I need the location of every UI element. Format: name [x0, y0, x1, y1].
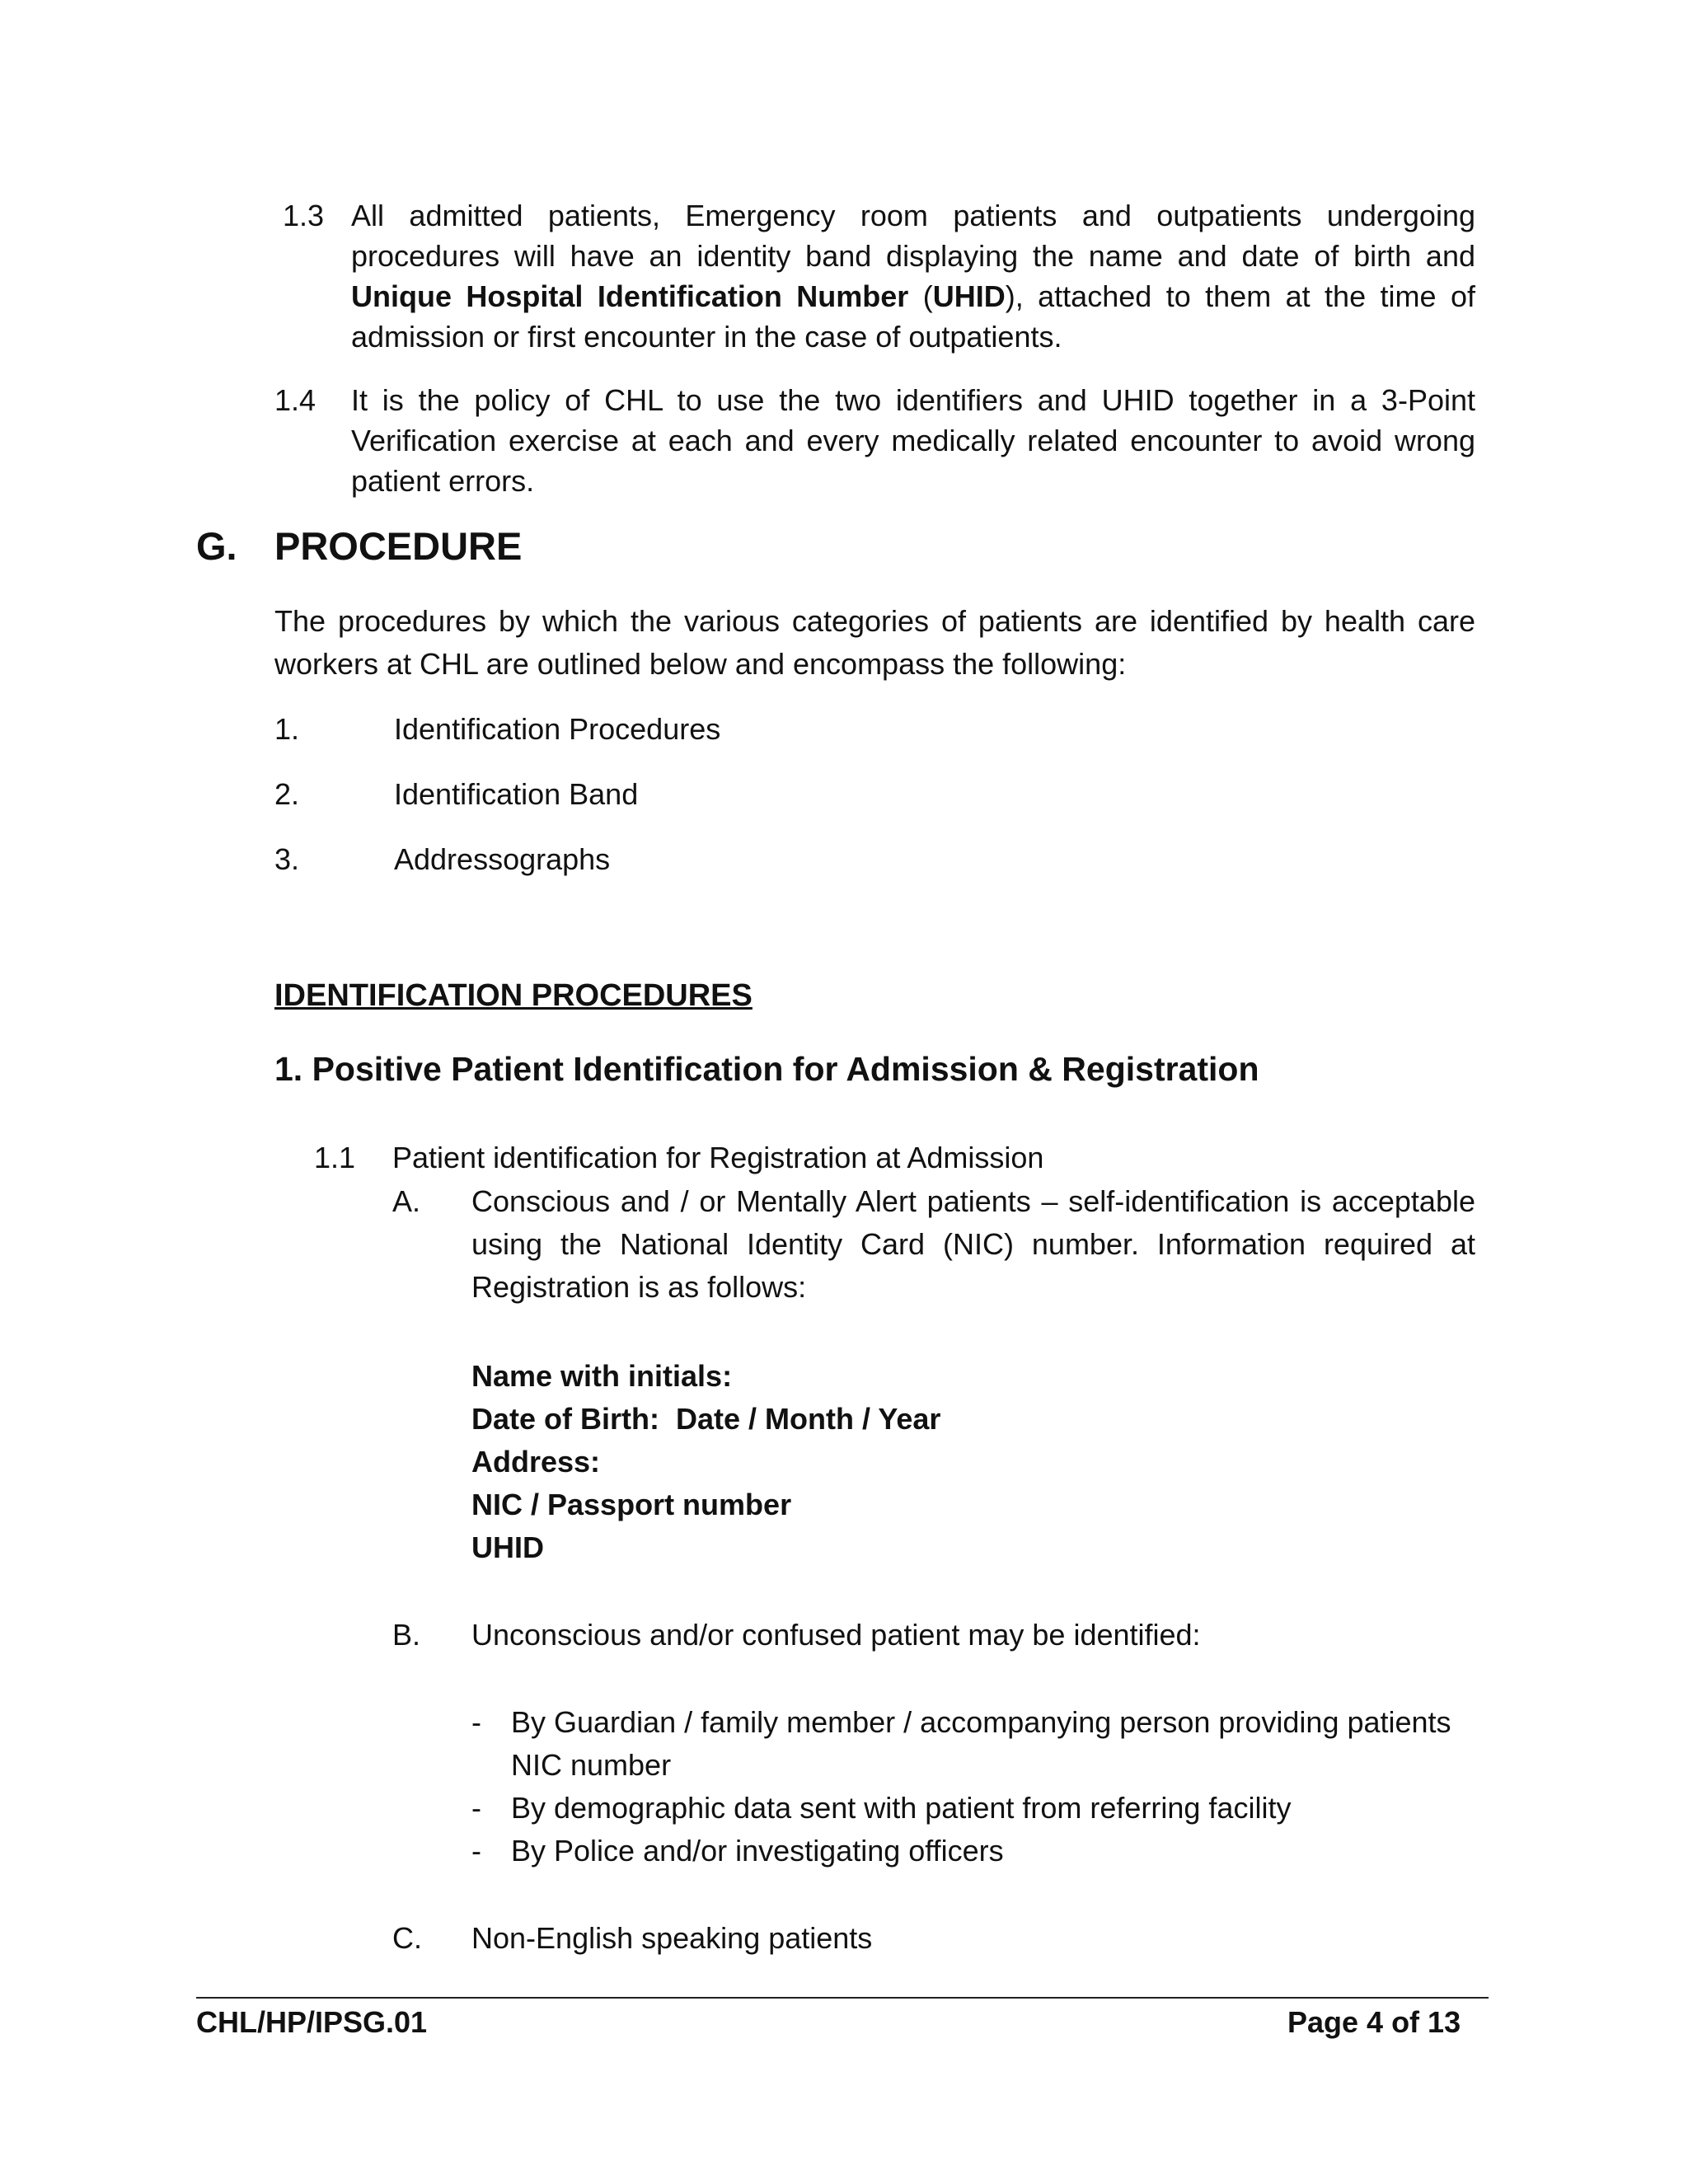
- item-1-4-paragraph: It is the policy of CHL to use the two identifiers and UHID together in a 3-Point Verification exercise at each and every medically related encounter to avoid wrong patient errors.: [351, 383, 1475, 498]
- footer-page-number: Page 4 of 13: [1287, 2005, 1461, 2039]
- registration-field: NIC / Passport number: [471, 1488, 792, 1521]
- item-a-paragraph: Conscious and / or Mentally Alert patients – self-identification is acceptable using the National Identity Card (NIC) number. Information required at Registration is as follows:: [471, 1184, 1475, 1304]
- item-1-3-number: 1.3: [283, 199, 325, 232]
- item-b-letter: B.: [392, 1618, 421, 1652]
- item-1-3-bold-uhid: UHID: [932, 279, 1006, 313]
- item-1-3-text-b: (: [908, 279, 933, 313]
- item-1-1-text: Patient identification for Registration at Admission: [392, 1141, 1044, 1174]
- bullet-text: By demographic data sent with patient from referring facility: [511, 1791, 1292, 1825]
- registration-field: UHID: [471, 1530, 544, 1564]
- footer-divider: [196, 1997, 1489, 1999]
- procedure-list-number: 3.: [274, 842, 300, 876]
- bullet-dash: -: [471, 1791, 481, 1825]
- bullet-text: By Guardian / family member / accompanying person providing patients NIC number: [511, 1705, 1451, 1782]
- procedure-list-item: Identification Procedures: [394, 712, 721, 746]
- bullet-dash: -: [471, 1834, 481, 1868]
- item-a-letter: A.: [392, 1184, 421, 1218]
- section-letter: G.: [196, 524, 237, 568]
- registration-field: Address:: [471, 1445, 601, 1479]
- item-b-text: Unconscious and/or confused patient may be identified:: [471, 1618, 1201, 1652]
- identification-heading: IDENTIFICATION PROCEDURES: [274, 978, 753, 1013]
- bullet-text: By Police and/or investigating officers: [511, 1834, 1004, 1868]
- item-1-3-text-a: All admitted patients, Emergency room patients and outpatients undergoing procedures will have an identity band displaying the name and date of birth and: [351, 199, 1475, 273]
- section-title: PROCEDURE: [274, 524, 523, 568]
- item-1-1-number: 1.1: [314, 1141, 356, 1174]
- procedure-list-item: Identification Band: [394, 777, 639, 811]
- footer-doc-code: CHL/HP/IPSG.01: [196, 2005, 428, 2039]
- registration-field: Name with initials:: [471, 1359, 733, 1393]
- procedure-list-number: 2.: [274, 777, 300, 811]
- bullet-dash: -: [471, 1705, 481, 1739]
- item-1-3-text-c: ), attached to them at the time of admission or first encounter in the case of outpatients.: [351, 279, 1475, 354]
- item-c-letter: C.: [392, 1921, 422, 1955]
- item-1-3-bold-uhid-name: Unique Hospital Identification Number: [351, 279, 909, 313]
- procedure-list-number: 1.: [274, 712, 300, 746]
- registration-field: Date of Birth: Date / Month / Year: [471, 1402, 941, 1436]
- item-1-3-paragraph: [351, 195, 1475, 357]
- procedure-list-item: Addressographs: [394, 842, 611, 876]
- item-1-4-number: 1.4: [274, 383, 316, 417]
- identification-subheading: 1. Positive Patient Identification for Admission & Registration: [274, 1050, 1259, 1088]
- item-c-text: Non-English speaking patients: [471, 1921, 873, 1955]
- procedure-intro: The procedures by which the various categories of patients are identified by health care workers at CHL are outlined below and encompass the following:: [274, 604, 1475, 681]
